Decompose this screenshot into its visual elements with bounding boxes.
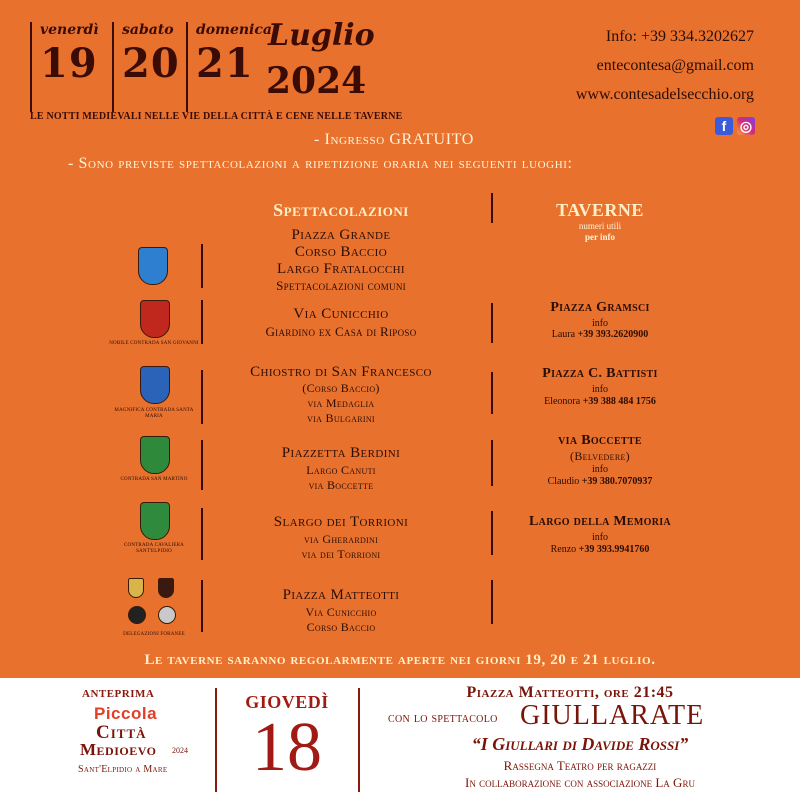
tavern-contact: [510, 476, 690, 487]
day-column-friday: [30, 22, 118, 112]
crest-icon: [140, 502, 170, 540]
location-main: Piazzetta Berdini: [281, 445, 401, 461]
show-prefix: con lo spettacolo: [388, 711, 498, 726]
day-name: venerdì: [40, 22, 99, 38]
day-column-sunday: [186, 22, 272, 112]
divider: [491, 440, 493, 486]
taverns-open-note: Le taverne saranno regolarmente aperte nei giorni 19, 20 e 21 luglio.: [144, 652, 656, 668]
logo-citta: Città: [96, 722, 147, 743]
divider: [491, 580, 493, 624]
month: Luglio: [268, 18, 375, 53]
tavern-contact: [510, 329, 690, 340]
crest-icon: [140, 366, 170, 404]
divider: [358, 688, 360, 792]
logo-medioevo: Medioevo: [80, 740, 157, 759]
delegation-crest-icon: [128, 606, 146, 624]
contact-phone[interactable]: +39 388 484 1756: [582, 396, 656, 407]
day-number: 20: [122, 40, 180, 87]
day-name: GIOVEDÌ: [245, 692, 329, 712]
crest-caption: NOBILE CONTRADA SAN GIOVANNI: [109, 341, 199, 346]
tavern-contact: [510, 396, 690, 407]
day-column-saturday: [112, 22, 192, 112]
taverns-subtitle-info: per info: [584, 232, 616, 242]
event-place-time: Piazza Matteotti, ore 21:45: [466, 684, 674, 701]
contact-name: Laura: [551, 329, 576, 340]
divider: [201, 244, 203, 288]
day-number: 19: [40, 40, 98, 87]
contact-phone[interactable]: +39 393.9941760: [578, 544, 650, 555]
day-name: domenica: [196, 22, 272, 38]
logo-year: 2024: [172, 746, 188, 755]
divider: [491, 511, 493, 555]
column-title-shows: Spettacolazioni: [273, 200, 409, 220]
contact-name: Renzo: [550, 544, 577, 555]
facebook-icon[interactable]: f: [715, 117, 733, 135]
delegation-crest-icon: [158, 606, 176, 624]
location: via dei Torrioni: [301, 547, 381, 561]
tavern-name: Piazza C. Battisti: [542, 366, 658, 381]
delegation-crest-icon: [158, 578, 174, 598]
show-company: “I Giullari di Davide Rossi”: [471, 734, 689, 754]
location: Spettacolazioni comuni: [276, 278, 406, 293]
tagline: LE NOTTI MEDIEVALI NELLE VIE DELLA CITTÀ E CENE NELLE TAVERNE: [30, 111, 403, 122]
contact-phone[interactable]: +39 380.7070937: [581, 476, 653, 487]
contact-name: Claudio: [547, 476, 580, 487]
crest-icon: [140, 300, 170, 338]
column-title-taverns: TAVERNE: [556, 200, 644, 220]
divider: [491, 193, 493, 223]
location: via Gherardini: [303, 532, 379, 546]
day-name: sabato: [122, 22, 174, 38]
contact-email[interactable]: entecontesa@gmail.com: [596, 57, 754, 74]
event-series: Rassegna Teatro per ragazzi: [503, 758, 657, 773]
instagram-icon[interactable]: ◎: [737, 117, 755, 135]
crest-caption: DELEGAZIONI FORANEE: [123, 632, 185, 637]
social-links: [715, 117, 755, 135]
crest-caption: CONTRADA SAN MARTINO: [120, 477, 188, 482]
location: Via Cunicchio: [305, 605, 377, 619]
location: Corso Baccio: [294, 244, 388, 260]
location-main: Via Cunicchio: [293, 306, 389, 322]
location: Largo Fratalocchi: [276, 261, 405, 277]
taverns-subtitle: numeri utili: [578, 221, 622, 231]
delegation-crest-icon: [128, 578, 144, 598]
divider: [201, 580, 203, 632]
divider: [491, 303, 493, 343]
location-main: Piazza Grande: [291, 227, 391, 243]
tavern-name: via Boccette: [558, 433, 642, 448]
intro-shows: - Sono previste spettacolazioni a ripetizione oraria nei seguenti luoghi:: [68, 155, 573, 172]
tavern-contact: [510, 544, 690, 555]
crest-icon: [140, 436, 170, 474]
event-collaboration: In collaborazione con associazione La Gru: [465, 775, 695, 790]
logo-piccola: Piccola: [94, 704, 158, 723]
crest-icon: [138, 247, 168, 285]
day-number: 18: [252, 709, 322, 786]
divider: [201, 300, 203, 344]
date-header: [30, 18, 375, 108]
location-main: Chiostro di San Francesco: [250, 364, 432, 380]
location: Largo Canuti: [306, 463, 376, 477]
preview-label: ANTEPRIMA: [82, 688, 155, 700]
logo-place: Sant'Elpidio a Mare: [78, 764, 168, 775]
divider: [215, 688, 217, 792]
location-main: Piazza Matteotti: [282, 587, 400, 603]
contact-website[interactable]: www.contesadelsecchio.org: [575, 86, 754, 103]
intro-free-entry: - Ingresso GRATUITO: [314, 131, 474, 148]
tavern-name: Piazza Gramsci: [550, 300, 650, 315]
tavern-info: info: [591, 318, 609, 329]
location: (Corso Baccio): [302, 381, 380, 395]
divider: [201, 440, 203, 490]
divider: [491, 372, 493, 414]
location: via Boccette: [308, 478, 374, 492]
crest-caption: MAGNIFICA CONTRADA SANTA MARIA: [114, 408, 194, 419]
location: Giardino ex Casa di Riposo: [265, 324, 417, 339]
day-number: 21: [196, 40, 254, 87]
crest-caption: CONTRADA CAVALIERA SANT'ELPIDIO: [124, 543, 184, 554]
tavern-info: info: [591, 464, 609, 475]
show-title: GIULLARATE: [520, 700, 705, 731]
contact-name: Eleonora: [544, 396, 581, 407]
contact-phone[interactable]: +39 393.2620900: [577, 329, 649, 340]
tavern-info: info: [591, 532, 609, 543]
divider: [201, 370, 203, 424]
location: via Medaglia: [307, 396, 375, 410]
tavern-subname: (Belvedere): [570, 449, 630, 463]
tavern-name: Largo della Memoria: [529, 514, 671, 529]
contact-phone: Info: +39 334.3202627: [605, 28, 754, 45]
tavern-info: info: [591, 384, 609, 395]
location-main: Slargo dei Torrioni: [273, 514, 409, 530]
footer-banner: [0, 678, 800, 800]
location: via Bulgarini: [307, 411, 375, 425]
location: Corso Baccio: [306, 620, 376, 634]
year: 2024: [266, 60, 367, 102]
divider: [201, 508, 203, 560]
